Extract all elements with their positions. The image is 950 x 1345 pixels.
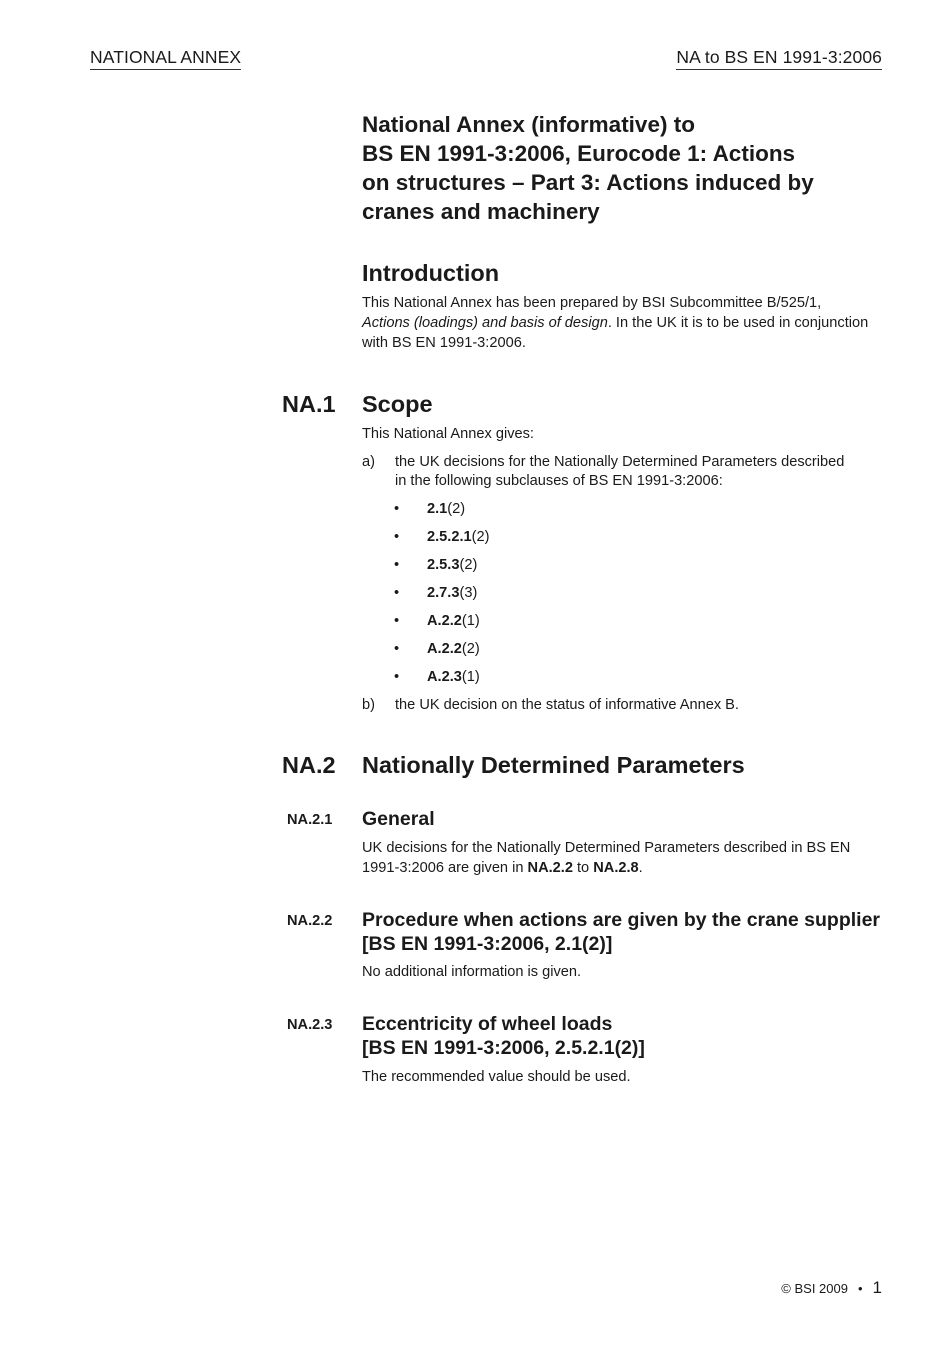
intro-text: This National Annex has been prepared by BSI Subcommittee B/525/1, — [362, 295, 822, 311]
title-line: BS EN 1991-3:2006, Eurocode 1: Actions — [362, 141, 796, 166]
title-line: cranes and machinery — [362, 199, 600, 224]
clause-para: (2) — [459, 557, 478, 573]
clause-ref: 2.1 — [427, 501, 448, 517]
subsection-text: The recommended value should be used. — [362, 1069, 631, 1085]
subsection-title-line: Eccentricity of wheel loads — [362, 1013, 613, 1035]
clause-ref: A.2.2 — [427, 641, 462, 657]
running-header-left: NATIONAL ANNEX — [90, 46, 241, 70]
subsection-number: NA.2.1 — [287, 812, 333, 828]
page-footer — [781, 1278, 882, 1299]
cross-ref: NA.2.8 — [593, 860, 639, 876]
page-number: 1 — [872, 1278, 882, 1297]
clause-para: (3) — [459, 585, 478, 601]
title-line: on structures – Part 3: Actions induced by — [362, 170, 814, 195]
clause-ref: 2.7.3 — [427, 585, 460, 601]
subsection-number: NA.2.2 — [287, 913, 333, 929]
clause-para: (1) — [461, 669, 480, 685]
subsection-number: NA.2.3 — [287, 1017, 333, 1033]
subsection-title-line: [BS EN 1991-3:2006, 2.1(2)] — [362, 933, 613, 955]
subsection-title: General — [362, 808, 435, 830]
section-number: NA.2 — [282, 752, 336, 778]
intro-text: . In the UK it is to be used in conjunction with BS EN 1991-3:2006. — [362, 315, 869, 351]
text-run: to — [572, 860, 594, 876]
footer-separator: • — [857, 1281, 863, 1296]
clause-para: (2) — [471, 529, 490, 545]
list-text: the UK decisions for the Nationally Determined Parameters described in the following subclauses of BS EN 1991-3:2006: — [395, 454, 845, 489]
cross-ref: NA.2.2 — [527, 860, 573, 876]
section-title: Nationally Determined Parameters — [362, 752, 745, 778]
list-text: the UK decision on the status of informative Annex B. — [395, 697, 739, 713]
text-run: . — [638, 860, 643, 876]
clause-ref: 2.5.3 — [427, 557, 460, 573]
running-header-right: NA to BS EN 1991-3:2006 — [676, 46, 882, 70]
introduction-paragraph — [362, 293, 882, 353]
clause-ref: A.2.3 — [427, 669, 462, 685]
copyright: © BSI 2009 — [781, 1281, 848, 1296]
list-label: b) — [362, 697, 375, 713]
subsection-title — [362, 1012, 892, 1060]
subsection-title-line: Procedure when actions are given by the crane supplier — [362, 909, 880, 931]
text-run: UK decisions for the Nationally Determined Parameters described in BS EN 1991-3:2006 are given in — [362, 840, 851, 876]
list-label: a) — [362, 454, 375, 470]
clause-ref: 2.5.2.1 — [427, 529, 472, 545]
clause-para: (1) — [461, 613, 480, 629]
committee-name: Actions (loadings) and basis of design — [362, 315, 608, 331]
title-line: National Annex (informative) to — [362, 112, 695, 137]
clause-para: (2) — [461, 641, 480, 657]
introduction-heading: Introduction — [362, 260, 500, 286]
subsection-text — [362, 838, 882, 878]
scope-lead: This National Annex gives: — [362, 426, 534, 442]
section-title: Scope — [362, 391, 433, 417]
subsection-title-line: [BS EN 1991-3:2006, 2.5.2.1(2)] — [362, 1037, 645, 1059]
document-title — [362, 110, 882, 226]
section-number: NA.1 — [282, 391, 336, 417]
clause-para: (2) — [447, 501, 466, 517]
subsection-title — [362, 908, 892, 956]
clause-ref: A.2.2 — [427, 613, 462, 629]
subsection-text: No additional information is given. — [362, 964, 582, 980]
